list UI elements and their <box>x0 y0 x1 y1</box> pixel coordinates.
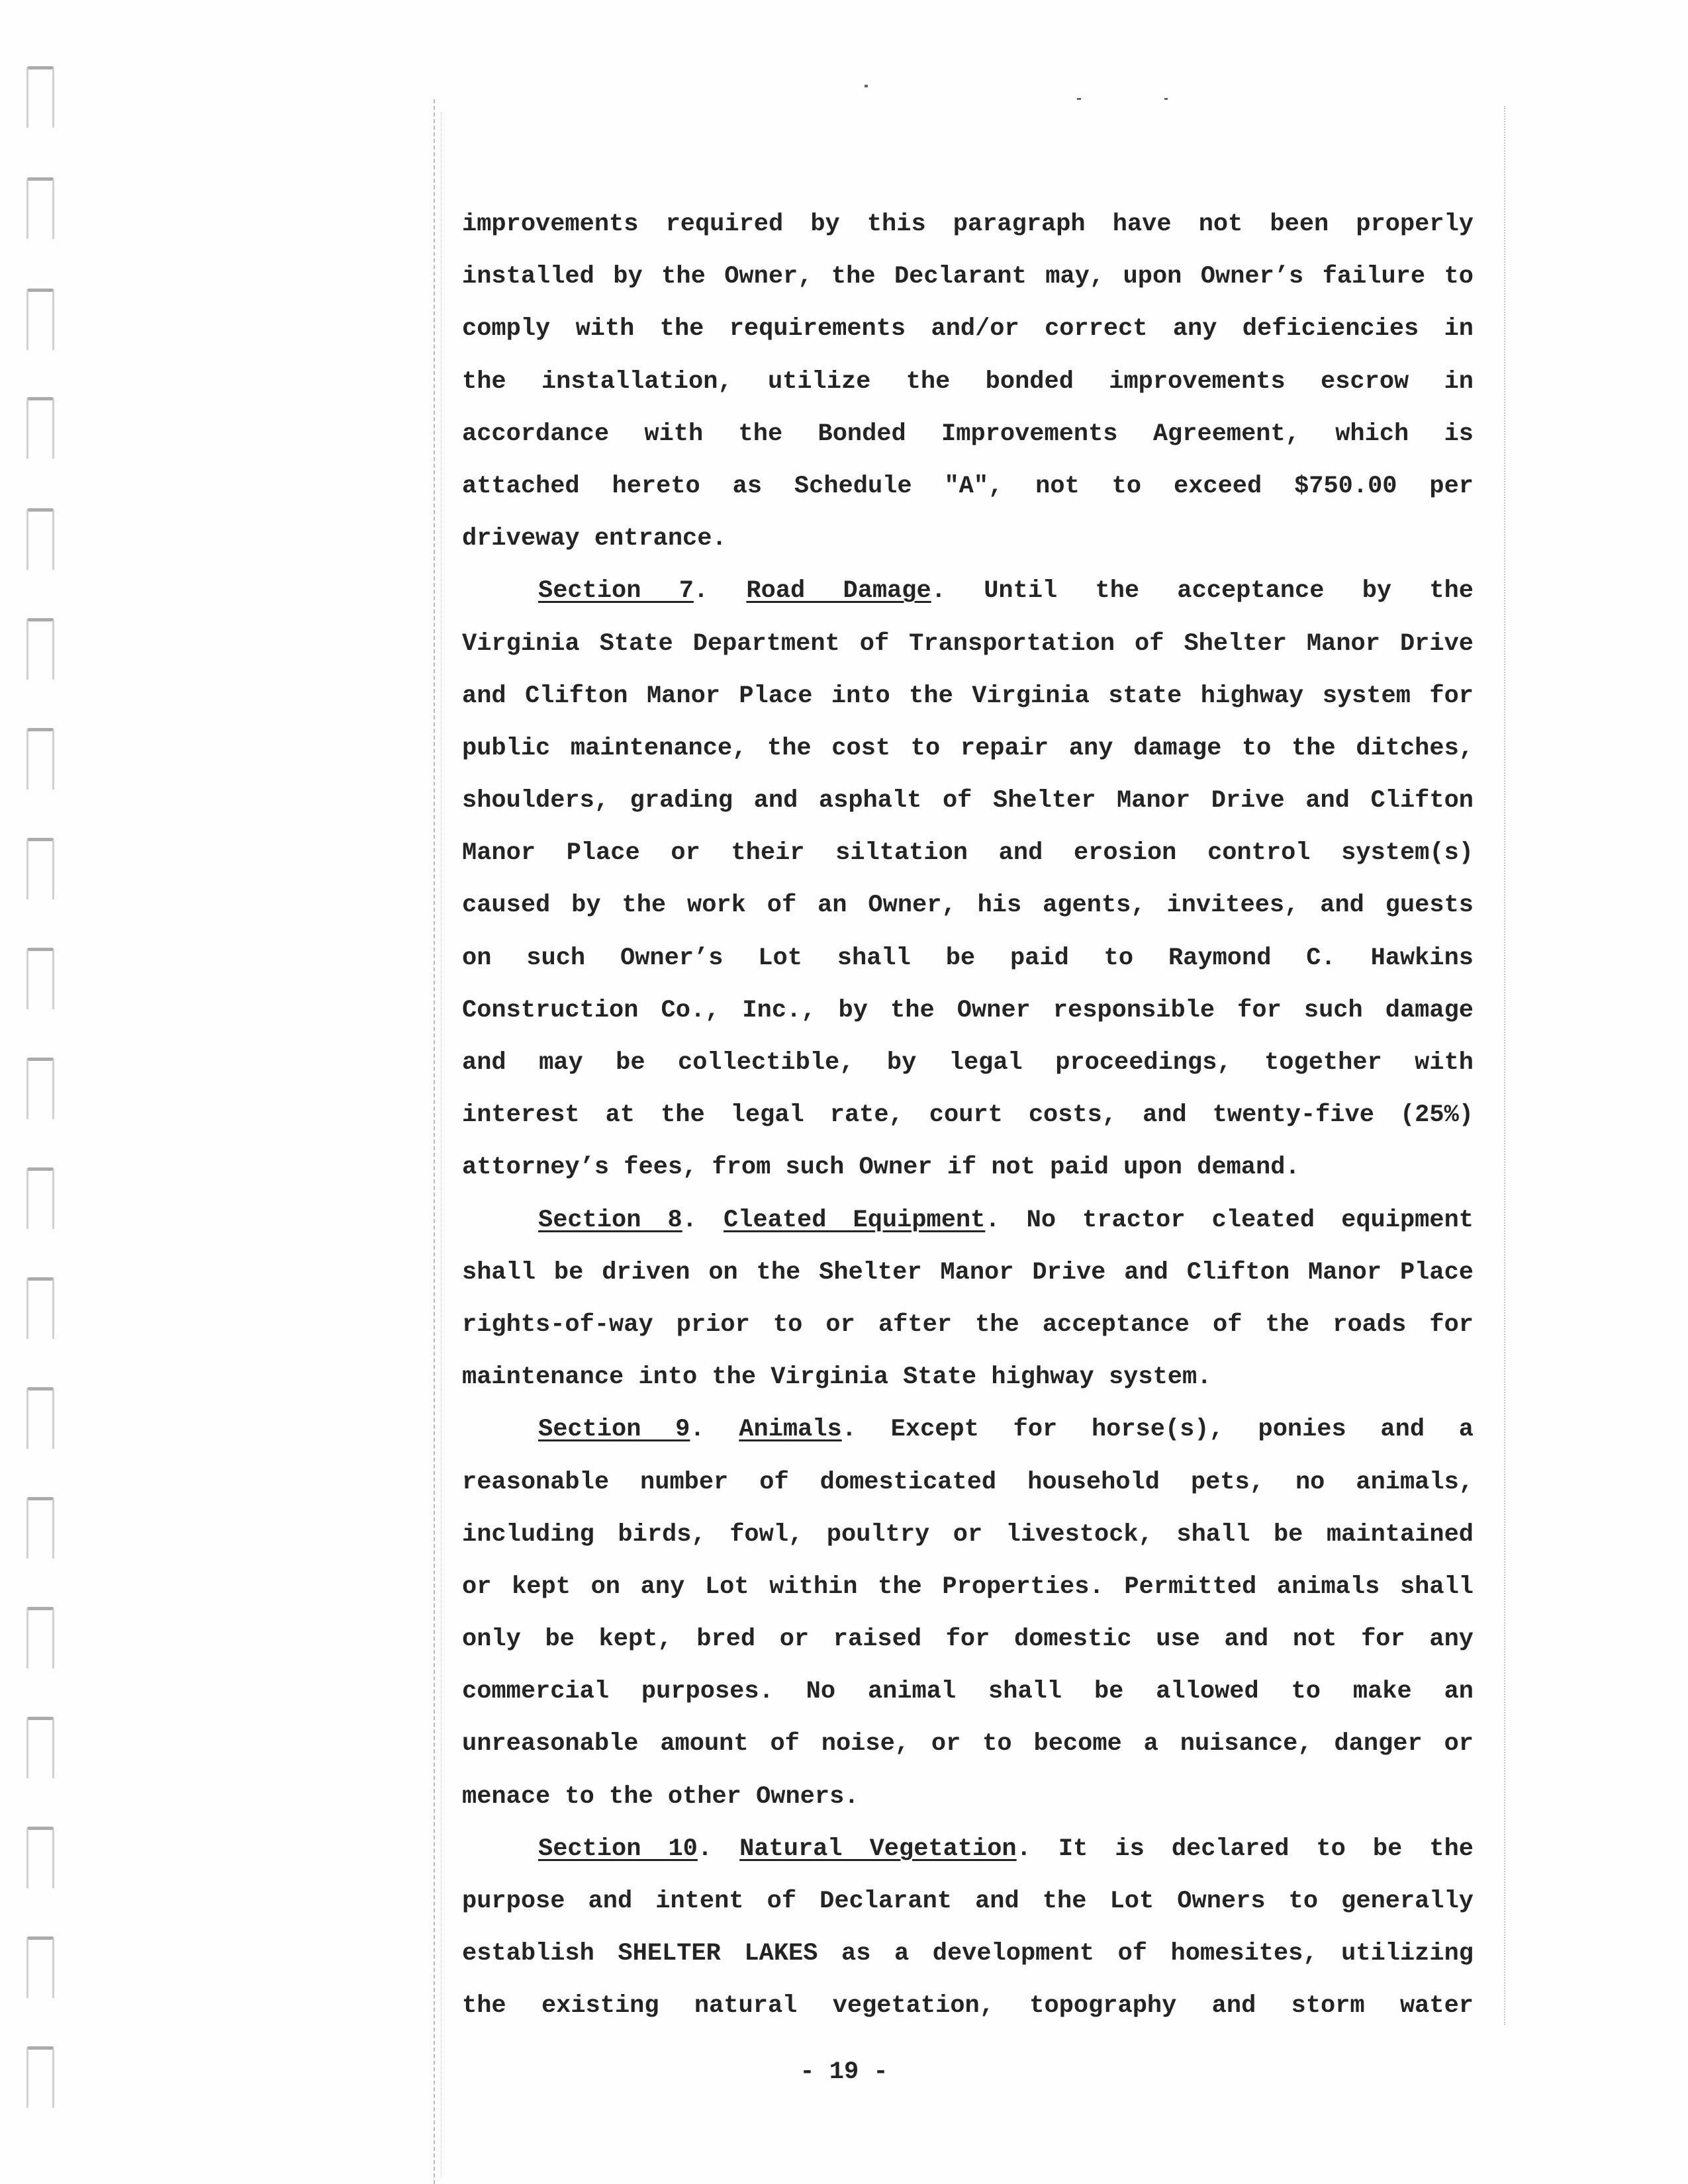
text-line: driveway entrance. <box>462 525 727 553</box>
text-line: menace to the other Owners. <box>462 1782 859 1811</box>
text-line: establish SHELTER LAKES as a development of homesites, utilizing <box>462 1940 1474 1968</box>
binder-hole-icon <box>26 1167 54 1229</box>
text-line: accordance with the Bonded Improvements Agreement, which is <box>462 420 1474 448</box>
section-8-cleated-equipment <box>462 1195 1474 1404</box>
text-run: It is declared to be the <box>1058 1835 1474 1863</box>
scan-edge-left-inner <box>441 113 442 2177</box>
binder-hole-icon <box>26 1936 54 1998</box>
binder-punch-marks <box>26 0 66 2184</box>
section-label: Section 9 <box>538 1416 690 1444</box>
punct: . <box>985 1206 1000 1234</box>
text-line: on such Owner’s Lot shall be paid to Raymond C. Hawkins <box>462 944 1474 972</box>
section-heading-line <box>462 1823 1474 1876</box>
text-line: installed by the Owner, the Declarant may, upon Owner’s failure to <box>462 263 1474 291</box>
text-line: or kept on any Lot within the Properties. Permitted animals shall <box>462 1572 1474 1601</box>
section-label: Section 7 <box>538 577 694 606</box>
text-line: public maintenance, the cost to repair any damage to the ditches, <box>462 734 1474 762</box>
text-line: interest at the legal rate, court costs, and twenty-five (25%) <box>462 1101 1474 1130</box>
document-body <box>462 199 1474 2033</box>
text-line: shoulders, grading and asphalt of Shelter Manor Drive and Clifton <box>462 787 1474 815</box>
text-line: improvements required by this paragraph have not been properly <box>462 210 1474 238</box>
text-line: shall be driven on the Shelter Manor Drive and Clifton Manor Place <box>462 1258 1474 1287</box>
binder-hole-icon <box>26 1497 54 1559</box>
section-10-natural-vegetation <box>462 1823 1474 2033</box>
section-heading-line <box>462 1404 1474 1456</box>
text-line: Manor Place or their siltation and erosion control system(s) <box>462 839 1474 868</box>
text-line: only be kept, bred or raised for domestic use and not for any <box>462 1625 1474 1654</box>
text-line: attorney’s fees, from such Owner if not paid upon demand. <box>462 1154 1300 1182</box>
scan-speck <box>865 85 868 87</box>
punct: . <box>931 577 946 606</box>
binder-hole-icon <box>26 728 54 790</box>
text-line: commercial purposes. No animal shall be allowed to make an <box>462 1678 1474 1706</box>
section-heading: Cleated Equipment <box>724 1206 986 1234</box>
scan-speck <box>1164 98 1168 100</box>
paragraph-continuation <box>462 199 1474 565</box>
section-7-road-damage <box>462 565 1474 1194</box>
section-heading-line <box>462 1195 1474 1247</box>
scan-edge-left <box>434 99 435 2184</box>
binder-hole-icon <box>26 289 54 350</box>
binder-hole-icon <box>26 1717 54 1778</box>
text-line: and Clifton Manor Place into the Virginia state highway system for <box>462 682 1474 710</box>
text-run: No tractor cleated equipment <box>1026 1206 1474 1234</box>
text-line: and may be collectible, by legal proceedings, together with <box>462 1049 1474 1077</box>
section-heading-line <box>462 565 1474 617</box>
text-run: Until the acceptance by the <box>984 577 1474 606</box>
text-line: caused by the work of an Owner, his agents, invitees, and guests <box>462 891 1474 920</box>
punct: . <box>693 577 709 606</box>
binder-hole-icon <box>26 1387 54 1449</box>
text-run: Except for horse(s), ponies and a <box>890 1416 1474 1444</box>
punct: . <box>697 1835 713 1863</box>
text-line: Construction Co., Inc., by the Owner responsible for such damage <box>462 996 1474 1024</box>
scan-edge-right <box>1504 106 1505 2025</box>
section-heading: Animals <box>739 1416 842 1444</box>
text-line: rights-of-way prior to or after the acceptance of the roads for <box>462 1310 1474 1339</box>
text-line: the existing natural vegetation, topography and storm water <box>462 1992 1474 2021</box>
binder-hole-icon <box>26 66 54 128</box>
section-heading: Natural Vegetation <box>739 1835 1017 1863</box>
text-line: including birds, fowl, poultry or livestock, shall be maintained <box>462 1520 1474 1549</box>
binder-hole-icon <box>26 508 54 570</box>
text-line: purpose and intent of Declarant and the Lot Owners to generally <box>462 1888 1474 1915</box>
binder-hole-icon <box>26 1058 54 1119</box>
section-9-animals <box>462 1404 1474 1823</box>
page-number: - 19 - <box>800 2058 888 2086</box>
text-line: maintenance into the Virginia State highway system. <box>462 1363 1212 1392</box>
binder-hole-icon <box>26 397 54 459</box>
text-line: comply with the requirements and/or correct any deficiencies in <box>462 315 1474 343</box>
binder-hole-icon <box>26 1827 54 1888</box>
binder-hole-icon <box>26 618 54 680</box>
section-label: Section 8 <box>538 1206 682 1234</box>
text-line: Virginia State Department of Transportation of Shelter Manor Drive <box>462 629 1474 658</box>
text-line: attached hereto as Schedule "A", not to exceed $750.00 per <box>462 472 1474 500</box>
binder-hole-icon <box>26 838 54 899</box>
binder-hole-icon <box>26 1277 54 1339</box>
binder-hole-icon <box>26 948 54 1009</box>
text-line: the installation, utilize the bonded improvements escrow in <box>462 367 1474 396</box>
punct: . <box>690 1416 705 1444</box>
section-heading: Road Damage <box>746 577 931 606</box>
text-line: reasonable number of domesticated household pets, no animals, <box>462 1468 1474 1496</box>
scan-speck <box>1077 98 1081 100</box>
punct: . <box>682 1206 697 1234</box>
text-line: unreasonable amount of noise, or to become a nuisance, danger or <box>462 1730 1474 1758</box>
section-label: Section 10 <box>538 1835 698 1863</box>
punct: . <box>1016 1835 1031 1863</box>
punct: . <box>841 1416 857 1444</box>
binder-hole-icon <box>26 177 54 239</box>
binder-hole-icon <box>26 1607 54 1668</box>
